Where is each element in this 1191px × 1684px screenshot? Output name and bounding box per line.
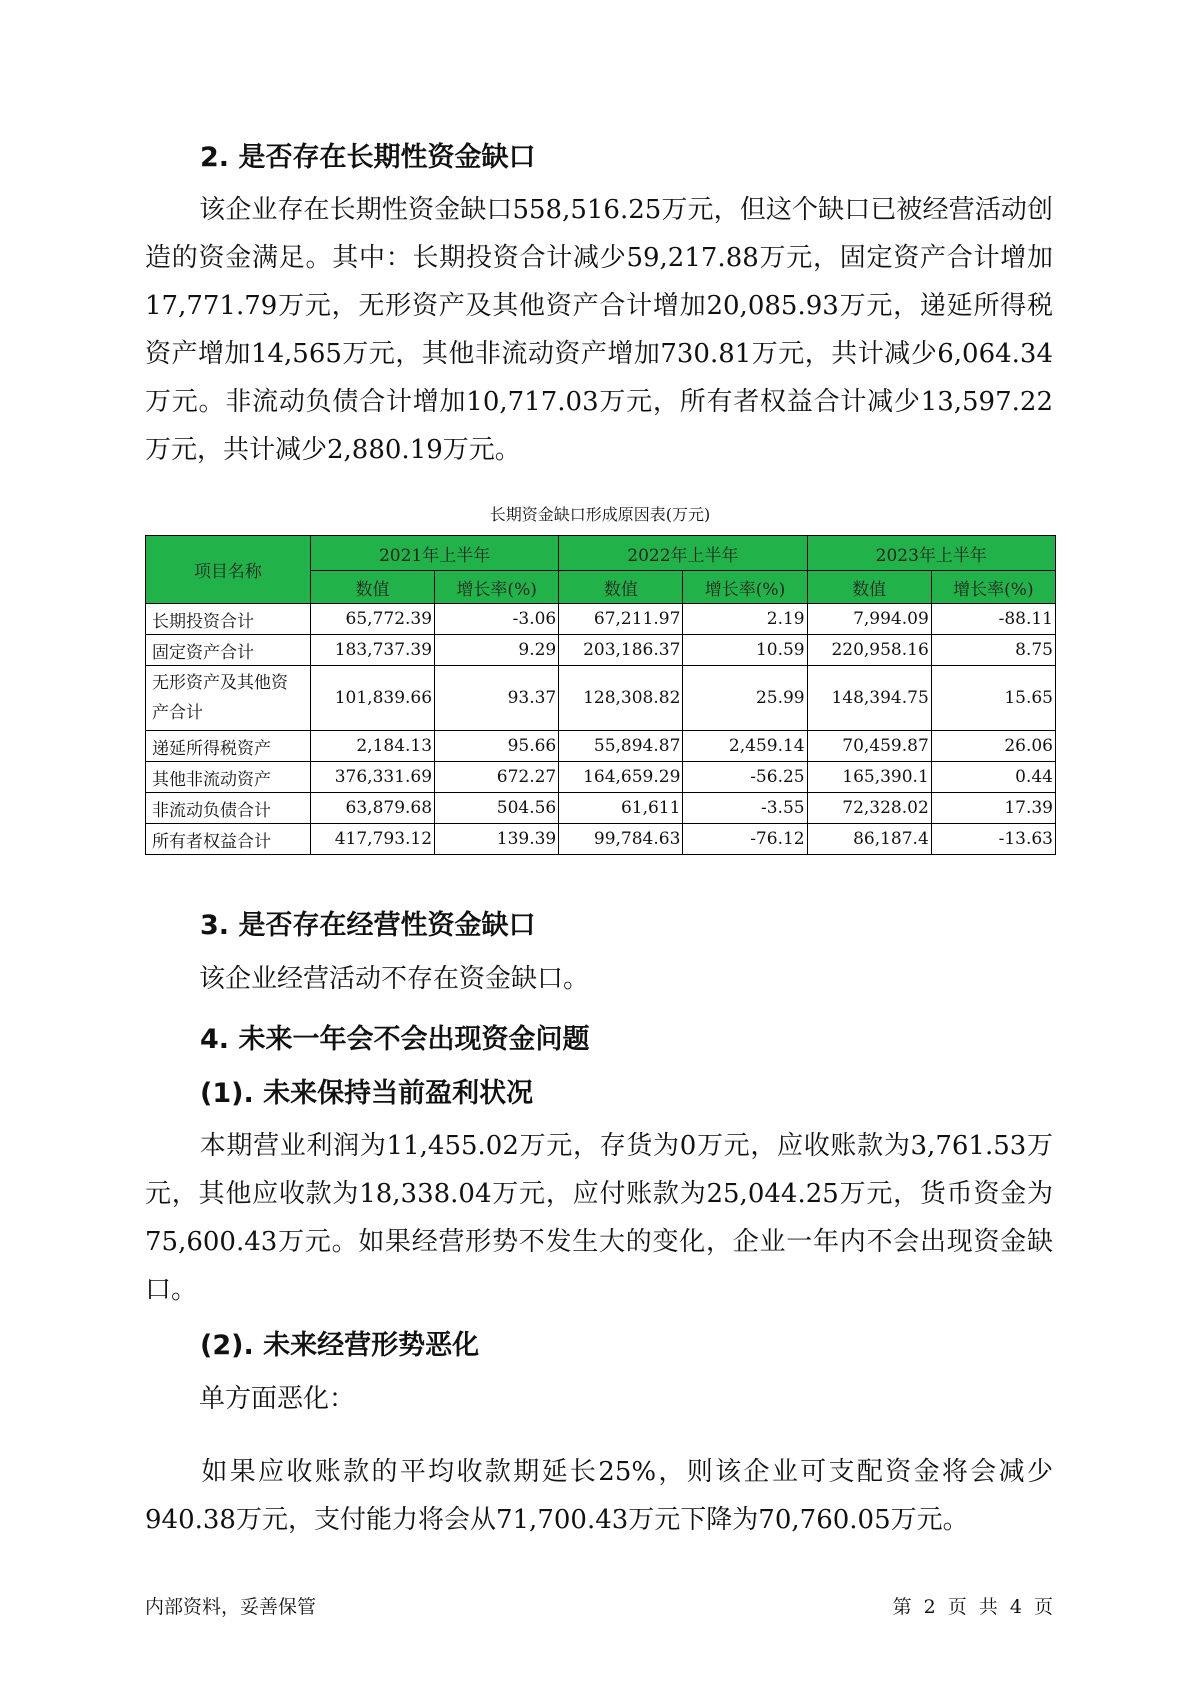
cell-value: 183,737.39 [310, 635, 434, 666]
row-name [146, 666, 311, 731]
cell-value: 203,186.37 [559, 635, 683, 666]
header-value: 数值 [310, 571, 434, 604]
table-header-row [146, 536, 1056, 571]
cell-rate: 672.27 [435, 762, 559, 793]
section-4-2-sub-text: 单方面恶化： [199, 1384, 356, 1414]
section-3-title: 3. 是否存在经营性资金缺口 [200, 910, 536, 941]
table-row [146, 793, 1056, 824]
row-name-line1: 无形资产及其他资 [152, 673, 288, 693]
row-name: 长期投资合计 [146, 604, 311, 635]
header-value: 数值 [559, 571, 683, 604]
cell-rate: 2,459.14 [683, 731, 807, 762]
cell-rate: 15.65 [931, 666, 1055, 731]
cell-rate: 26.06 [931, 731, 1055, 762]
cell-value: 67,211.97 [559, 604, 683, 635]
section-2-text: 该企业存在长期性资金缺口558,516.25万元，但这个缺口已被经营活动创造的资金满足。其中：长期投资合计减少59,217.88万元，固定资产合计增加17,771.79万元，无形资产及其他资产合计增加20,085.93万元，递延所得税资产增加14,565万元，其他非流动资产增加730.81万元，共计减少6,064.34万元。非流动负债合计增加10,717.03万元，所有者权益合计减少13,597.22万元，共计减少2,880.19万元。 [145, 195, 1053, 465]
section-3-paragraph [145, 955, 1053, 1003]
row-name: 固定资产合计 [146, 635, 311, 666]
cell-rate: 95.66 [435, 731, 559, 762]
section-4-2-subtitle [145, 1375, 1053, 1423]
section-4-2-title: (2). 未来经营形势恶化 [200, 1330, 480, 1361]
header-period-2021: 2021年上半年 [310, 536, 558, 571]
section-4-1-title: (1). 未来保持当前盈利状况 [200, 1078, 534, 1109]
cell-value: 63,879.68 [310, 793, 434, 824]
section-2-title: 2. 是否存在长期性资金缺口 [200, 142, 536, 173]
row-name: 其他非流动资产 [146, 762, 311, 793]
cell-value: 99,784.63 [559, 824, 683, 855]
table-row [146, 666, 1056, 731]
section-4-1-paragraph [145, 1122, 1053, 1314]
footer-page-number: 第 2 页 共 4 页 [892, 1596, 1053, 1618]
header-period-2023: 2023年上半年 [807, 536, 1055, 571]
long-term-gap-table [145, 535, 1056, 855]
cell-value: 2,184.13 [310, 731, 434, 762]
cell-rate: 10.59 [683, 635, 807, 666]
cell-rate: 139.39 [435, 824, 559, 855]
cell-rate: 2.19 [683, 604, 807, 635]
cell-value: 65,772.39 [310, 604, 434, 635]
cell-value: 70,459.87 [807, 731, 931, 762]
header-value: 数值 [807, 571, 931, 604]
row-name: 非流动负债合计 [146, 793, 311, 824]
cell-rate: 25.99 [683, 666, 807, 731]
cell-rate: -76.12 [683, 824, 807, 855]
cell-rate: -3.06 [435, 604, 559, 635]
cell-value: 55,894.87 [559, 731, 683, 762]
cell-value: 61,611 [559, 793, 683, 824]
cell-rate: -3.55 [683, 793, 807, 824]
section-3-text: 该企业经营活动不存在资金缺口。 [199, 964, 590, 994]
table-row [146, 731, 1056, 762]
header-rate: 增长率(%) [931, 571, 1055, 604]
cell-value: 148,394.75 [807, 666, 931, 731]
cell-rate: 0.44 [931, 762, 1055, 793]
cell-rate: 504.56 [435, 793, 559, 824]
footer-left: 内部资料，妥善保管 [145, 1596, 317, 1618]
section-4-title: 4. 未来一年会不会出现资金问题 [200, 1024, 590, 1055]
cell-value: 417,793.12 [310, 824, 434, 855]
cell-rate: -13.63 [931, 824, 1055, 855]
cell-value: 220,958.16 [807, 635, 931, 666]
cell-value: 7,994.09 [807, 604, 931, 635]
cell-rate: -56.25 [683, 762, 807, 793]
table-row [146, 604, 1056, 635]
cell-value: 165,390.1 [807, 762, 931, 793]
row-name-line2: 产合计 [152, 703, 203, 723]
cell-rate: -88.11 [931, 604, 1055, 635]
cell-value: 86,187.4 [807, 824, 931, 855]
table-row [146, 824, 1056, 855]
header-item-name: 项目名称 [146, 536, 311, 604]
section-2-paragraph [145, 186, 1053, 474]
cell-rate: 9.29 [435, 635, 559, 666]
cell-value: 128,308.82 [559, 666, 683, 731]
section-4-2-paragraph [145, 1448, 1053, 1544]
cell-rate: 93.37 [435, 666, 559, 731]
section-4-2-text: 如果应收账款的平均收款期延长25%，则该企业可支配资金将会减少940.38万元，支付能力将会从71,700.43万元下降为70,760.05万元。 [145, 1457, 1053, 1535]
cell-value: 72,328.02 [807, 793, 931, 824]
cell-rate: 8.75 [931, 635, 1055, 666]
header-rate: 增长率(%) [683, 571, 807, 604]
row-name: 所有者权益合计 [146, 824, 311, 855]
cell-value: 164,659.29 [559, 762, 683, 793]
table-row [146, 635, 1056, 666]
header-period-2022: 2022年上半年 [559, 536, 807, 571]
table-row [146, 762, 1056, 793]
section-4-1-text: 本期营业利润为11,455.02万元，存货为0万元，应收账款为3,761.53万元，其他应收款为18,338.04万元，应付账款为25,044.25万元，货币资金为75,600.43万元。如果经营形势不发生大的变化，企业一年内不会出现资金缺口。 [145, 1131, 1053, 1305]
cell-value: 101,839.66 [310, 666, 434, 731]
row-name: 递延所得税资产 [146, 731, 311, 762]
table-caption: 长期资金缺口形成原因表(万元) [489, 505, 711, 524]
cell-value: 376,331.69 [310, 762, 434, 793]
cell-rate: 17.39 [931, 793, 1055, 824]
header-rate: 增长率(%) [435, 571, 559, 604]
